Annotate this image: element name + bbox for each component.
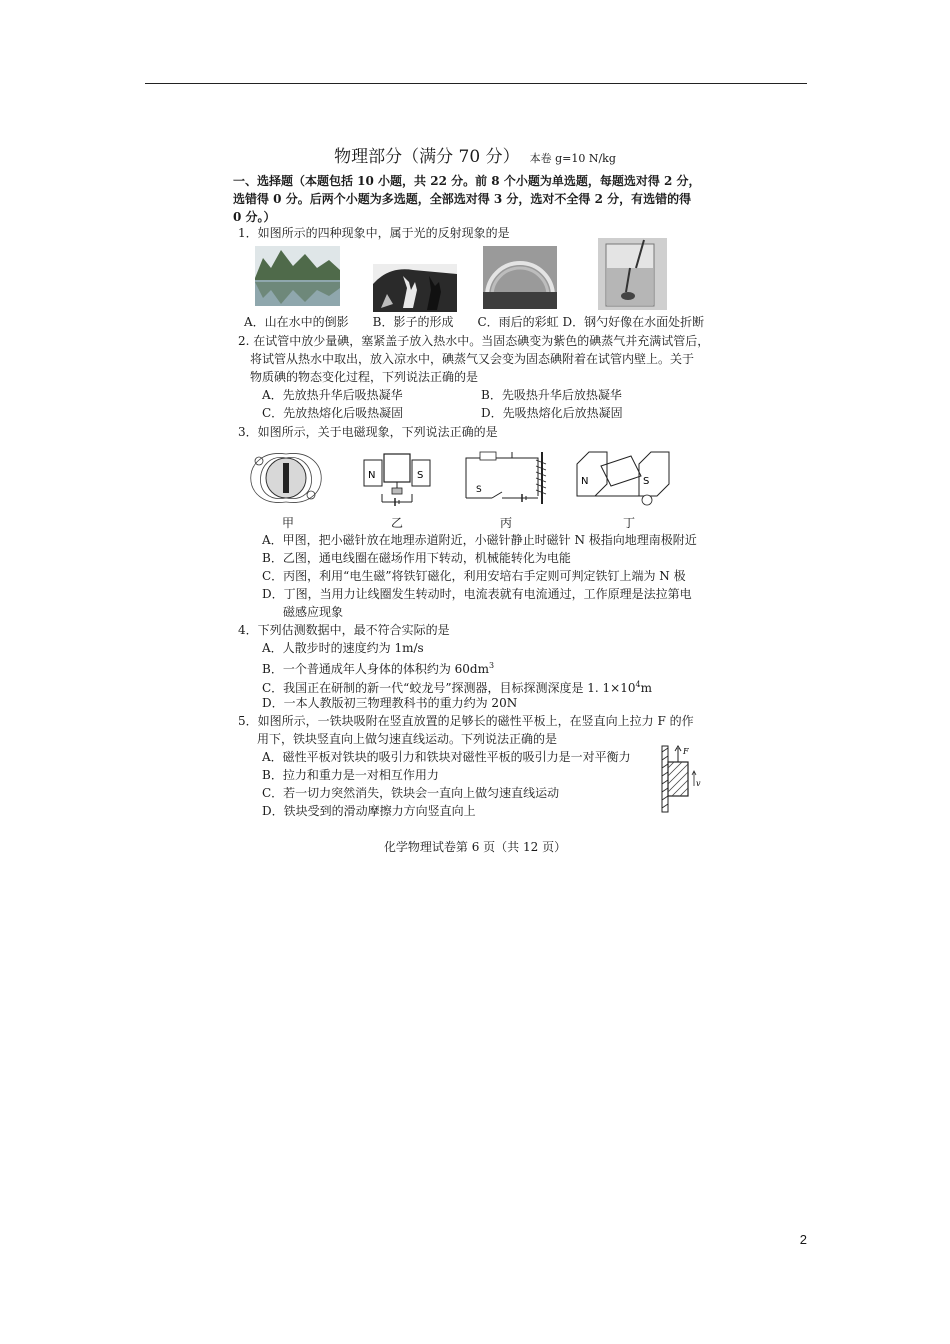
svg-text:S: S: [643, 476, 650, 487]
title-text: 物理部分（满分 70 分）: [334, 147, 520, 167]
q2-option-d: D．先吸热熔化后放热凝固: [481, 406, 623, 420]
q5-option-a: A．磁性平板对铁块的吸引力和铁块对磁性平板的吸引力是一对平衡力: [262, 750, 631, 764]
q3-stem: 3．如图所示，关于电磁现象，下列说法正确的是: [238, 425, 498, 439]
title-note: 本卷 g=10 N/kg: [529, 152, 616, 165]
motor-coil-figure: [362, 446, 432, 508]
q5-option-c: C．若一切力突然消失，铁块会一直向上做匀速直线运动: [262, 786, 560, 800]
page-title: [0, 142, 950, 167]
svg-text:S: S: [417, 470, 424, 481]
fig-label-bing: 丙: [500, 516, 513, 530]
q2-stem-line-1: 2. 在试管中放少量碘，塞紧盖子放入热水中。当固态碘变为紫色的碘蒸气并充满试管后，: [238, 334, 710, 348]
rainbow-photo: [483, 246, 557, 309]
q2-option-c: C．先放热熔化后吸热凝固: [262, 406, 404, 420]
earth-magnetic-field-figure: [247, 445, 325, 511]
q4-option-b-text: B．一个普通成年人身体的体积约为 60dm: [262, 662, 489, 676]
q2-option-a: A．先放热升华后吸热凝华: [262, 388, 403, 402]
svg-text:S: S: [476, 485, 482, 495]
q4-option-b: [262, 657, 494, 678]
section-heading: 一、选择题（本题包括 10 小题，共 22 分。前 8 个小题为单选题，每题选对得 2 分，选错得 0 分。后两个小题为多选题，全部选对得 3 分，选对不全得 2 分，有选错的得 0 分。）: [233, 174, 701, 224]
q5-option-d: D．铁块受到的滑动摩擦力方向竖直向上: [262, 804, 476, 818]
q4-option-c-unit: m: [640, 681, 652, 695]
spoon-in-water-photo: [598, 238, 667, 310]
q3-option-a: A．甲图，把小磁针放在地理赤道附近，小磁针静止时磁针 N 极指向地理南极附近: [262, 533, 697, 547]
svg-text:v: v: [696, 779, 701, 788]
electromagnet-circuit-figure: [462, 448, 550, 506]
q2-stem-line-3: 物质碘的物态变化过程，下列说法正确的是: [250, 370, 479, 384]
q3-option-d-cont: 磁感应现象: [283, 605, 344, 619]
q4-option-d: D．一本人教版初三物理教科书的重力约为 20N: [262, 696, 518, 710]
q1-stem: 1．如图所示的四种现象中，属于光的反射现象的是: [238, 226, 510, 240]
svg-text:N: N: [368, 470, 376, 481]
q5-stem-line-2: 用下，铁块竖直向上做匀速直线运动。下列说法正确的是: [257, 732, 558, 746]
superscript-3: 3: [488, 661, 495, 670]
q5-option-b: B．拉力和重力是一对相互作用力: [262, 768, 439, 782]
page-number: 2: [799, 1232, 807, 1247]
q4-option-a: A．人散步时的速度约为 1m/s: [262, 641, 424, 655]
q2-option-b: B．先吸热升华后放热凝华: [481, 388, 622, 402]
magnetic-plate-iron-block-figure: [656, 742, 704, 816]
fig-label-jia: 甲: [282, 516, 295, 530]
q3-option-c: C．丙图，利用“电生磁”将铁钉磁化，利用安培右手定则可判定铁钉上端为 N 极: [262, 569, 686, 583]
svg-text:F: F: [683, 747, 689, 756]
top-rule: [145, 83, 807, 84]
page-footer: 化学物理试卷第 6 页（共 12 页）: [383, 840, 567, 854]
q3-option-b: B．乙图，通电线圈在磁场作用下转动，机械能转化为电能: [262, 551, 571, 565]
superscript-4: 4: [635, 680, 641, 689]
q4-option-c-text: C．我国正在研制的新一代“蛟龙号”探测器，目标探测深度是 1. 1×10: [262, 681, 636, 695]
q2-stem-line-2: 将试管从热水中取出，放入凉水中，碘蒸气又会变为固态碘附着在试管内壁上。关于: [250, 352, 695, 366]
q1-options: A．山在水中的倒影 B．影子的形成 C．雨后的彩虹 D．钢勺好像在水面处折断: [244, 315, 705, 329]
q3-option-d: D．丁图，当用力让线圈发生转动时，电流表就有电流通过，工作原理是法拉第电: [262, 587, 692, 601]
mountain-reflection-photo: [255, 246, 340, 306]
q5-stem-line-1: 5．如图所示，一铁块吸附在竖直放置的足够长的磁性平板上，在竖直向上拉力 F 的作: [238, 714, 694, 728]
fig-label-yi: 乙: [391, 516, 404, 530]
q4-stem: 4．下列估测数据中，最不符合实际的是: [238, 623, 450, 637]
generator-coil-figure: [575, 446, 671, 506]
svg-text:N: N: [581, 476, 589, 487]
fig-label-ding: 丁: [623, 516, 636, 530]
shadow-play-photo: [373, 264, 457, 312]
